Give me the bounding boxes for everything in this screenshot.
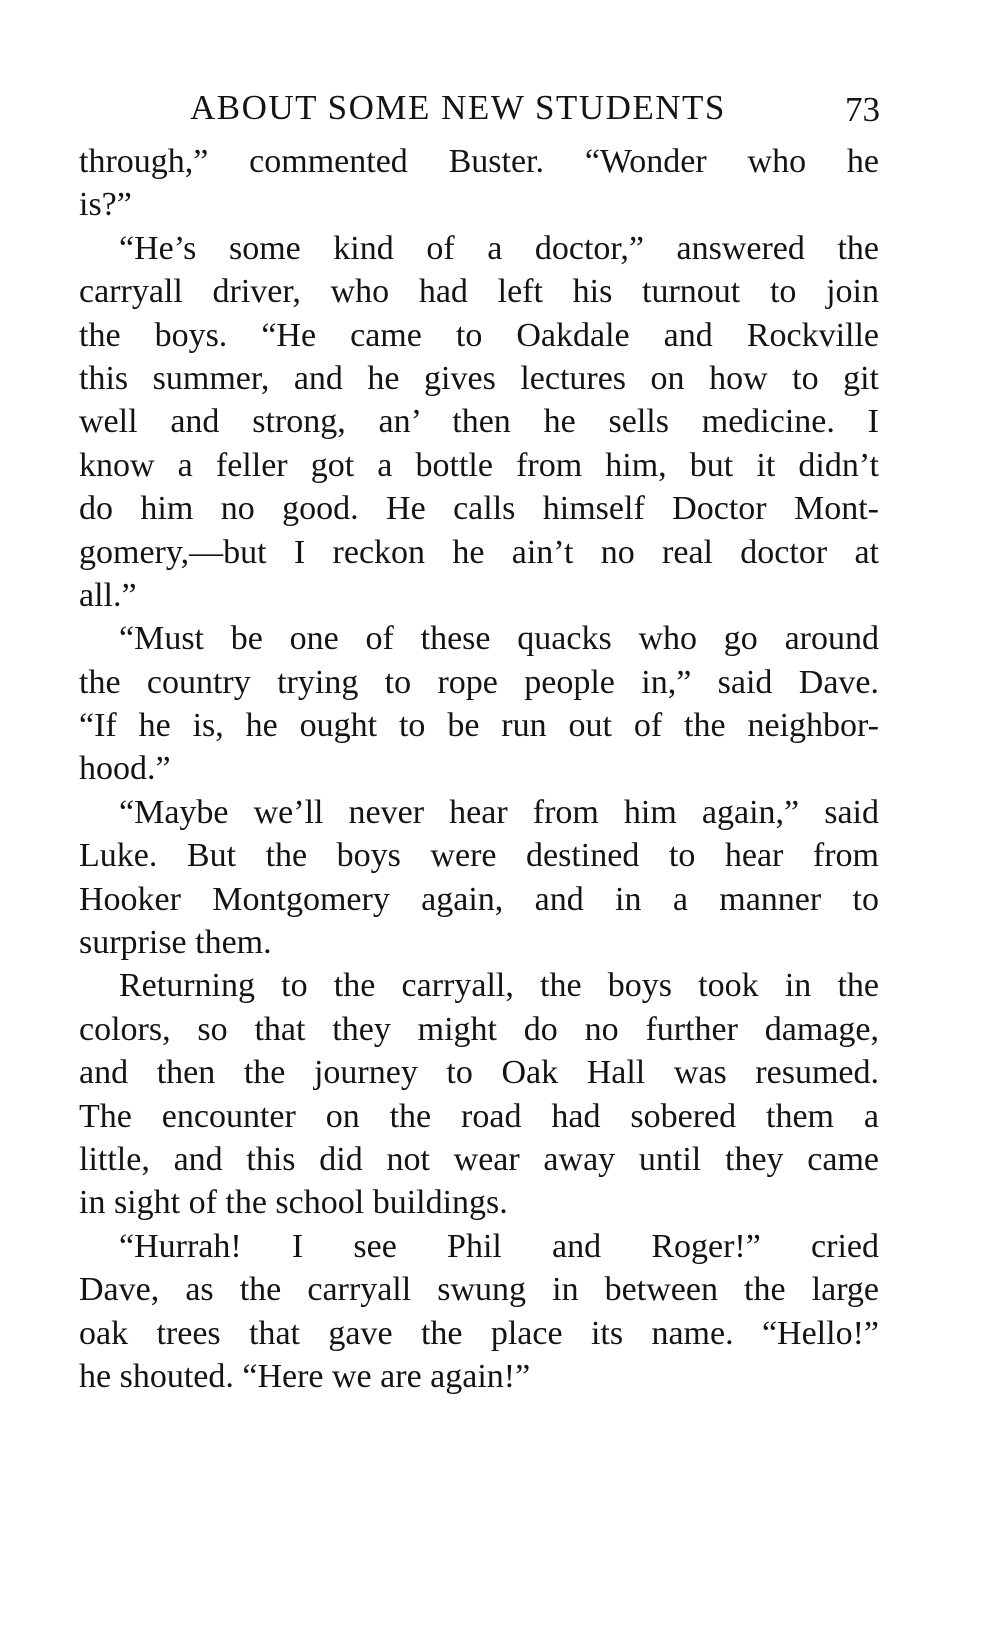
text-line: the country trying to rope people in,” said Dave. xyxy=(79,663,879,701)
text-line: “If he is, he ought to be run out of the neighbor- xyxy=(79,707,879,745)
text-line: in sight of the school buildings. xyxy=(79,1184,508,1222)
text-line: know a feller got a bottle from him, but it didn’t xyxy=(79,446,879,484)
text-line: carryall driver, who had left his turnout to join xyxy=(79,273,879,311)
text-line: do him no good. He calls himself Doctor Mont- xyxy=(79,490,879,528)
chapter-title: ABOUT SOME NEW STUDENTS xyxy=(190,88,726,127)
body-text xyxy=(79,140,879,1398)
text-line: through,” commented Buster. “Wonder who he xyxy=(79,143,879,180)
text-line: Dave, as the carryall swung in between the large xyxy=(79,1271,879,1309)
text-line: oak trees that gave the place its name. “Hello!” xyxy=(79,1314,879,1352)
text-line: and then the journey to Oak Hall was resumed. xyxy=(79,1054,879,1092)
text-line: all.” xyxy=(79,576,137,614)
text-line: “Maybe we’ll never hear from him again,” said xyxy=(119,793,879,831)
text-line: “Hurrah! I see Phil and Roger!” cried xyxy=(119,1227,879,1265)
text-line: “Must be one of these quacks who go around xyxy=(119,620,879,658)
text-line: little, and this did not wear away until they came xyxy=(79,1140,879,1178)
text-line: colors, so that they might do no further damage, xyxy=(79,1010,879,1048)
text-line: he shouted. “Here we are again!” xyxy=(79,1357,531,1395)
running-head xyxy=(190,88,880,136)
text-line: Hooker Montgomery again, and in a manner to xyxy=(79,880,879,918)
text-line: hood.” xyxy=(79,750,171,788)
text-line: gomery,—but I reckon he ain’t no real doctor at xyxy=(79,533,879,571)
text-line: “He’s some kind of a doctor,” answered the xyxy=(119,229,879,267)
text-line: this summer, and he gives lectures on how to git xyxy=(79,359,879,397)
text-line: is?” xyxy=(79,186,132,224)
text-line: Luke. But the boys were destined to hear from xyxy=(79,837,879,875)
text-line: Returning to the carryall, the boys took in the xyxy=(119,967,879,1005)
page-number: 73 xyxy=(845,90,880,129)
text-line: surprise them. xyxy=(79,924,272,962)
text-line: The encounter on the road had sobered them a xyxy=(79,1097,879,1135)
text-line: the boys. “He came to Oakdale and Rockville xyxy=(79,316,879,354)
text-line: well and strong, an’ then he sells medicine. I xyxy=(79,403,879,441)
